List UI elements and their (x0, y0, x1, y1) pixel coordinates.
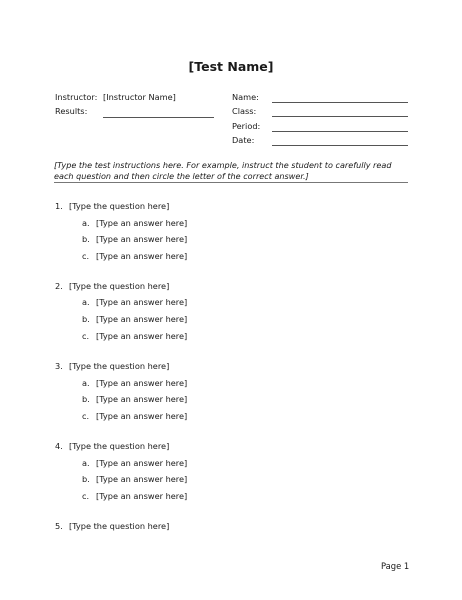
question-text: [Type the question here] (69, 201, 170, 211)
answer-text: [Type an answer here] (96, 411, 188, 421)
date-label: Date: (232, 135, 255, 145)
question-number: 5. (55, 521, 63, 531)
answer-text: [Type an answer here] (96, 394, 188, 404)
question-number: 4. (55, 441, 63, 451)
answer-letter: b. (82, 234, 90, 244)
answer-letter: a. (82, 297, 90, 307)
question-text: [Type the question here] (69, 361, 170, 371)
name-line (272, 102, 408, 103)
question-text: [Type the question here] (69, 281, 170, 291)
answer-letter: b. (82, 314, 90, 324)
answer-text: [Type an answer here] (96, 314, 188, 324)
period-label: Period: (232, 121, 261, 131)
answer-letter: c. (82, 491, 90, 501)
answer-text: [Type an answer here] (96, 378, 188, 388)
answer-letter: a. (82, 378, 90, 388)
answer-text: [Type an answer here] (96, 474, 188, 484)
answer-letter: b. (82, 394, 90, 404)
page-number: Page 1 (381, 561, 410, 571)
results-label: Results: (55, 106, 88, 116)
results-line (103, 117, 214, 118)
test-title: [Test Name] (188, 59, 274, 74)
answer-text: [Type an answer here] (96, 218, 188, 228)
answer-letter: a. (82, 218, 90, 228)
answer-text: [Type an answer here] (96, 251, 188, 261)
instructions-divider (54, 182, 408, 183)
answer-letter: b. (82, 474, 90, 484)
answer-text: [Type an answer here] (96, 458, 188, 468)
class-label: Class: (232, 106, 257, 116)
answer-letter: c. (82, 411, 90, 421)
question-text: [Type the question here] (69, 521, 170, 531)
answer-text: [Type an answer here] (96, 297, 188, 307)
question-text: [Type the question here] (69, 441, 170, 451)
test-instructions: [Type the test instructions here. For example, instruct the student to carefully read each question and then circle the letter of the correct answer.] (54, 160, 392, 181)
instructor-name: [Instructor Name] (103, 92, 176, 102)
instructor-label: Instructor: (55, 92, 98, 102)
class-line (272, 116, 408, 117)
answer-letter: c. (82, 251, 90, 261)
question-number: 3. (55, 361, 63, 371)
answer-text: [Type an answer here] (96, 491, 188, 501)
period-line (272, 131, 408, 132)
name-label: Name: (232, 92, 259, 102)
answer-text: [Type an answer here] (96, 331, 188, 341)
date-line (272, 145, 408, 146)
answer-text: [Type an answer here] (96, 234, 188, 244)
answer-letter: c. (82, 331, 90, 341)
question-number: 1. (55, 201, 63, 211)
question-number: 2. (55, 281, 63, 291)
answer-letter: a. (82, 458, 90, 468)
